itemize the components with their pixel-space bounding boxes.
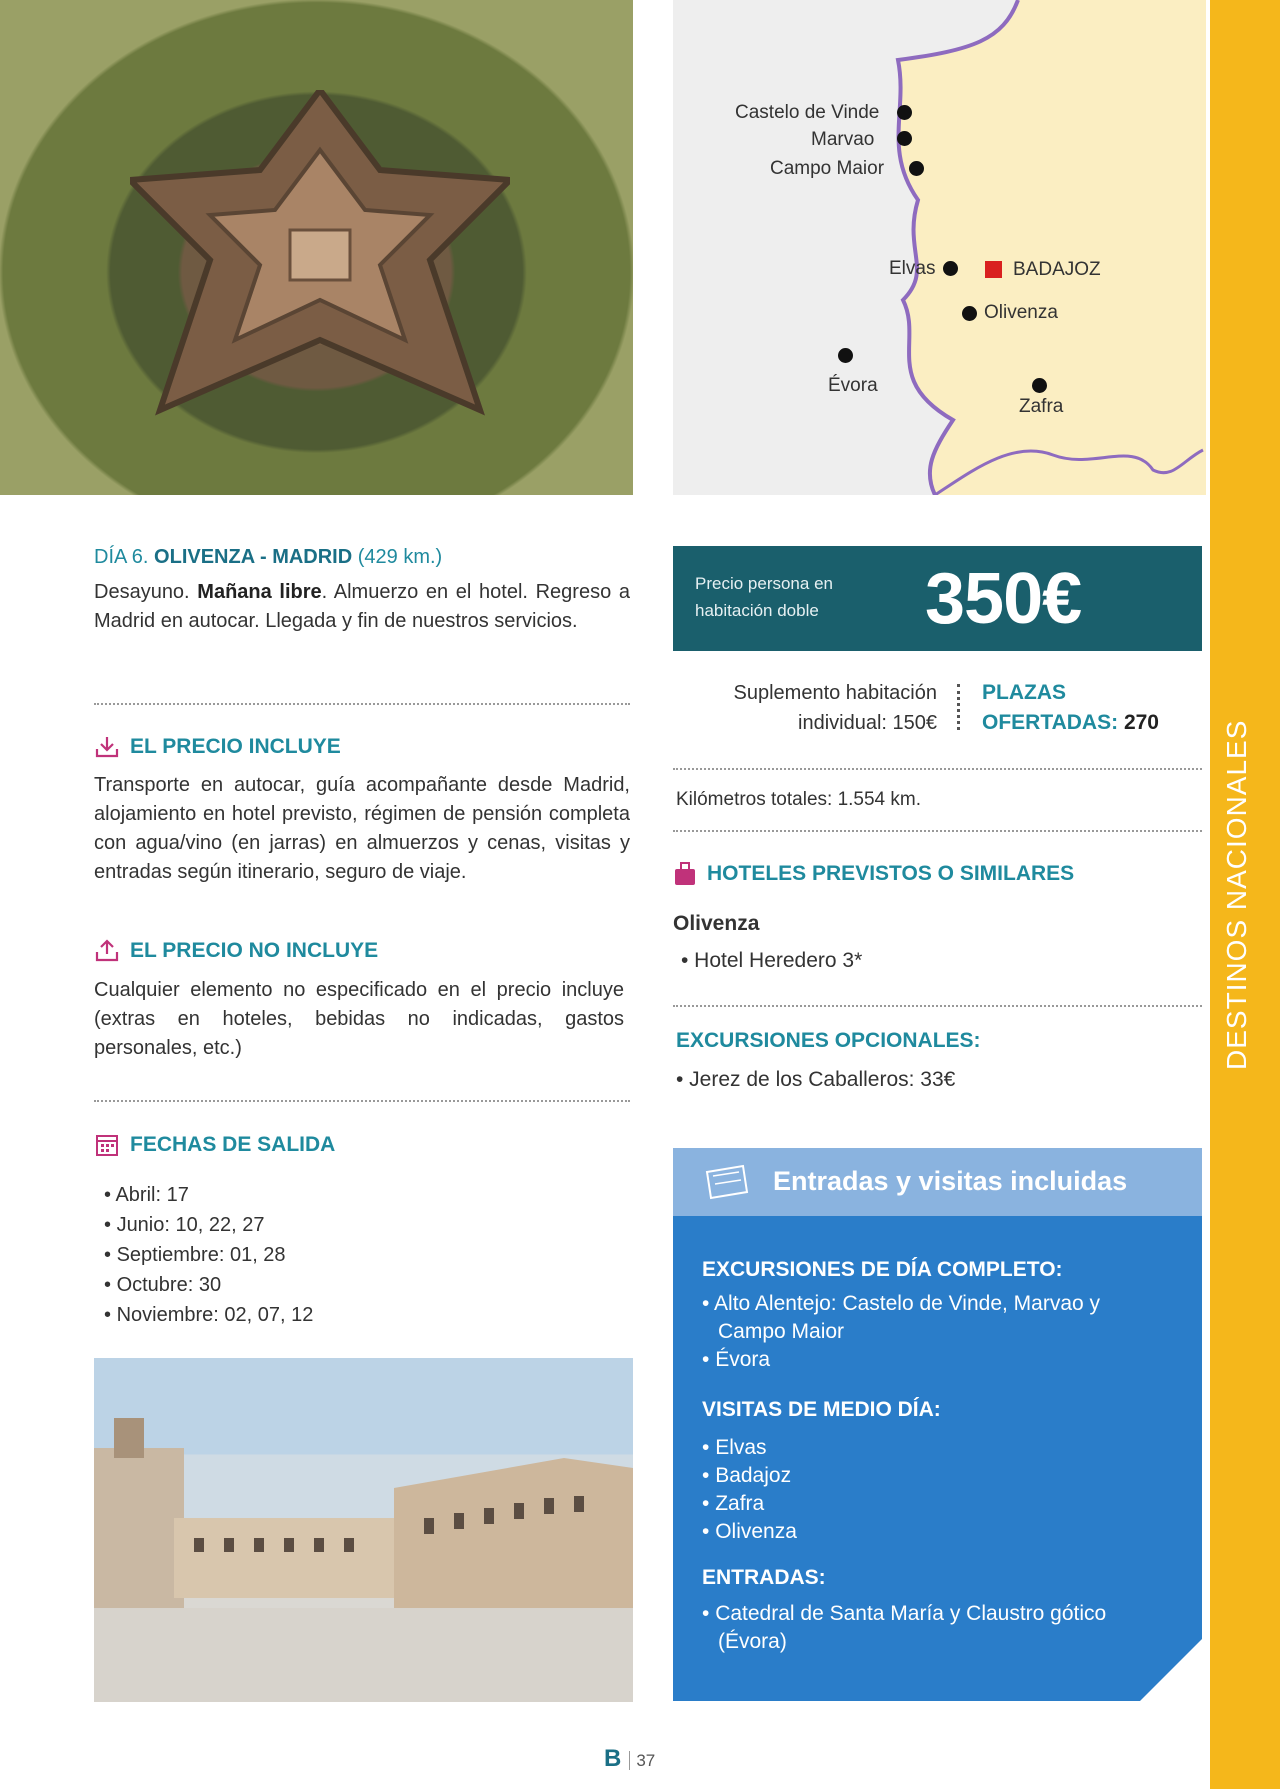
price-label: Precio persona en habitación doble [695, 574, 833, 620]
map-label-evora: Évora [828, 375, 878, 396]
day-title [94, 546, 442, 569]
photo-fort-aerial [0, 0, 633, 495]
upload-icon [94, 938, 120, 964]
corner-cut [1140, 1639, 1202, 1701]
departure-dates-list [104, 1180, 313, 1330]
map-label-zafra: Zafra [1019, 396, 1064, 417]
half-day-heading: VISITAS DE MEDIO DÍA: [702, 1398, 941, 1421]
day-number: DÍA 6. [94, 546, 149, 568]
fort-shape-icon [130, 90, 510, 420]
optional-excursion-item: • Jerez de los Caballeros: 33€ [676, 1068, 956, 1091]
includes-heading: EL PRECIO INCLUYE [94, 734, 341, 760]
list-item: • Octubre: 30 [104, 1270, 313, 1300]
section-label-vertical: DESTINOS NACIONALES [1221, 719, 1252, 1070]
half-day-list [702, 1434, 1172, 1546]
price-value: 350€ [925, 559, 1082, 639]
day-route: OLIVENZA - MADRID [154, 546, 353, 568]
includes-text: Transporte en autocar, guía acompañante desde Madrid, alojamiento en hotel previsto, régimen de pensión completa con agua/vino (en jarras) en almuerzos y cenas, visitas y entradas según itinerario, seguro de viaje. [94, 774, 630, 883]
entries-heading: ENTRADAS: [702, 1566, 826, 1589]
brand-logo: B [604, 1745, 622, 1772]
luggage-icon [673, 861, 697, 887]
list-item: • Abril: 17 [104, 1180, 313, 1210]
divider [94, 703, 630, 705]
hotel-city: Olivenza [673, 912, 760, 935]
included-visits-header [673, 1148, 1202, 1216]
list-item: • Olivenza [702, 1518, 1172, 1546]
optional-excursions-heading: EXCURSIONES OPCIONALES: [676, 1029, 981, 1052]
region-map [673, 0, 1206, 495]
map-background [673, 0, 1206, 495]
divider [957, 684, 960, 730]
map-marker-badajoz [985, 261, 1002, 278]
divider [673, 830, 1202, 832]
divider [673, 1005, 1202, 1007]
town-square-shape-icon [94, 1358, 633, 1702]
entries-list [702, 1600, 1172, 1656]
price-box [673, 546, 1202, 651]
list-item: • Noviembre: 02, 07, 12 [104, 1300, 313, 1330]
not-includes-text: Cualquier elemento no especificado en el precio incluye (extras en hoteles, bebidas no indicadas, gastos personales, etc.) [94, 979, 624, 1059]
map-marker-olivenza [962, 306, 977, 321]
not-includes-heading: EL PRECIO NO INCLUYE [94, 938, 378, 964]
map-marker-campo-maior [909, 161, 924, 176]
full-day-list [702, 1290, 1172, 1374]
list-item: • Badajoz [702, 1462, 1172, 1490]
map-marker-evora [838, 348, 853, 363]
map-marker-castelo-de-vinde [897, 105, 912, 120]
hotels-heading: HOTELES PREVISTOS O SIMILARES [673, 861, 1074, 887]
departures-heading: FECHAS DE SALIDA [94, 1132, 335, 1158]
calendar-icon [94, 1132, 120, 1158]
map-label-campo-maior: Campo Maior [770, 158, 885, 179]
included-visits-box [673, 1148, 1202, 1701]
page-footer [604, 1745, 655, 1773]
map-marker-marvao [897, 131, 912, 146]
single-supplement: Suplemento habitación individual: 150€ [733, 682, 937, 734]
day-description: Desayuno. Mañana libre. Almuerzo en el hotel. Regreso a Madrid en autocar. Llegada y fin de nuestros servicios. [94, 581, 630, 632]
full-day-heading: EXCURSIONES DE DÍA COMPLETO: [702, 1258, 1063, 1281]
map-label-marvao: Marvao [811, 129, 875, 150]
ticket-icon [703, 1162, 751, 1202]
list-item: • Septiembre: 01, 28 [104, 1240, 313, 1270]
day-distance: (429 km.) [357, 546, 443, 568]
photo-town-square [94, 1358, 633, 1702]
list-item: • Catedral de Santa María y Claustro gótico (Évora) [702, 1600, 1172, 1656]
seats-offered: PLAZAS OFERTADAS: 270 [982, 681, 1159, 734]
map-label-olivenza: Olivenza [984, 302, 1058, 323]
included-visits-title: Entradas y visitas incluidas [773, 1166, 1128, 1196]
map-label-elvas: Elvas [889, 258, 936, 279]
list-item: • Alto Alentejo: Castelo de Vinde, Marvao y Campo Maior [702, 1290, 1172, 1346]
map-marker-elvas [943, 261, 958, 276]
list-item: • Évora [702, 1346, 1172, 1374]
list-item: • Elvas [702, 1434, 1172, 1462]
list-item: • Zafra [702, 1490, 1172, 1518]
divider [673, 768, 1202, 770]
map-marker-zafra [1032, 378, 1047, 393]
hotel-name: • Hotel Heredero 3* [681, 949, 863, 972]
download-icon [94, 734, 120, 760]
divider [94, 1100, 630, 1102]
map-label-castelo-de-vinde: Castelo de Vinde [735, 102, 880, 123]
total-distance: Kilómetros totales: 1.554 km. [676, 789, 921, 810]
list-item: • Junio: 10, 22, 27 [104, 1210, 313, 1240]
map-label-badajoz: BADAJOZ [1013, 259, 1101, 280]
page-number: 37 [629, 1751, 655, 1770]
